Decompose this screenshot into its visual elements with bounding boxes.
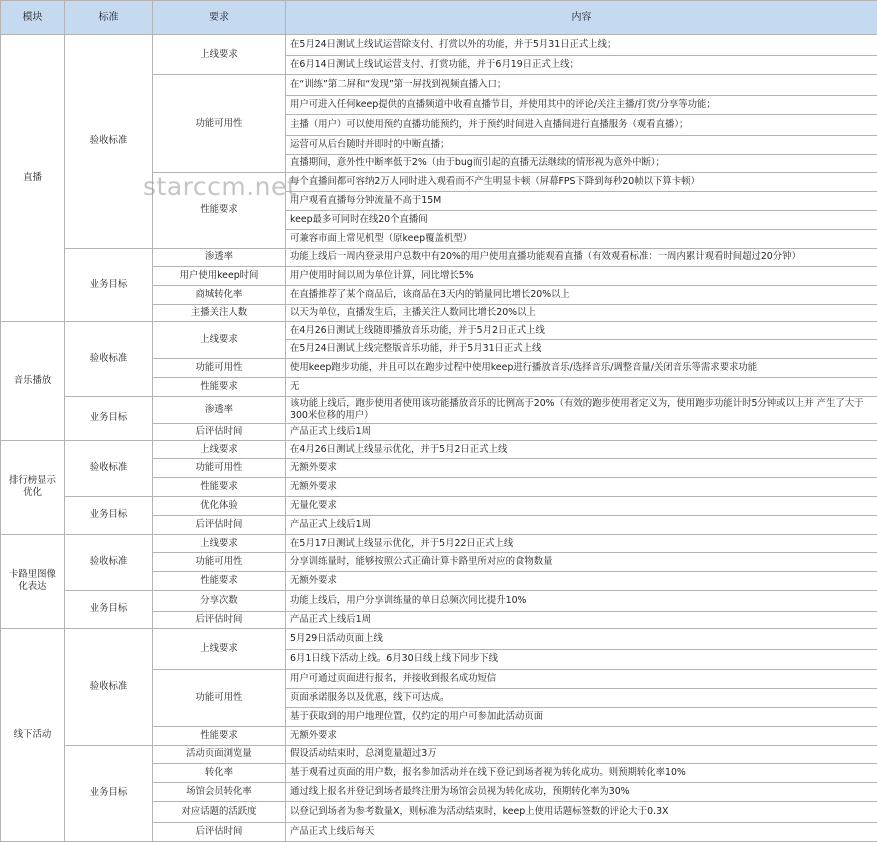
- table-row: [1, 745, 877, 764]
- requirement-cell: 功能可用性: [153, 359, 286, 378]
- requirement-cell: 上线要求: [153, 628, 286, 670]
- table-row: [1, 248, 877, 267]
- content-cell: 在5月17日测试上线显示优化，并于5月22日正式上线: [286, 534, 877, 553]
- requirement-cell: 后评估时间: [153, 515, 286, 534]
- content-cell: 产品正式上线后1周: [286, 423, 877, 440]
- content-cell: 用户可进入任何keep提供的直播频道中收看直播节目，并使用其中的评论/关注主播/打赏/分享等功能；: [286, 96, 877, 115]
- content-cell: 以天为单位，直播发生后，主播关注人数同比增长20%以上: [286, 304, 877, 321]
- requirement-cell: 用户使用keep时间: [153, 267, 286, 286]
- watermark-text: starccm.net: [143, 172, 298, 201]
- requirement-cell: 上线要求: [153, 440, 286, 459]
- standard-cell: 验收标准: [65, 628, 153, 745]
- content-cell: 功能上线后一周内登录用户总数中有20%的用户使用直播功能观看直播（有效观看标准：一周内累计观看时间超过20分钟）: [286, 248, 877, 267]
- standard-cell: 业务目标: [65, 591, 153, 629]
- content-cell: 以登记到场者为参考数量X，则标准为活动结束时，keep上使用话题标签数的评论大于0.3X: [286, 801, 877, 822]
- content-cell: 基于获取到的用户地理位置，仅约定的用户可参加此活动页面: [286, 708, 877, 727]
- content-cell: 每个直播间都可容纳2万人同时进入观看而不产生明显卡顿（屏幕FPS下降到每秒20帧以下算卡顿）: [286, 173, 877, 192]
- content-cell: 在5月24日测试上线完整版音乐功能，并于5月31日正式上线: [286, 340, 877, 359]
- requirement-cell: 后评估时间: [153, 822, 286, 841]
- standard-cell: 验收标准: [65, 321, 153, 396]
- content-cell: 在“训练”第二屏和“发现”第一屏找到视频直播入口；: [286, 75, 877, 96]
- content-cell: 功能上线后，用户分享训练量的单日总频次同比提升10%: [286, 591, 877, 612]
- requirement-cell: 性能要求: [153, 478, 286, 497]
- content-cell: 在4月26日测试上线显示优化，并于5月2日正式上线: [286, 440, 877, 459]
- content-cell: 产品正式上线后1周: [286, 611, 877, 628]
- requirement-cell: 上线要求: [153, 35, 286, 75]
- requirement-cell: 后评估时间: [153, 423, 286, 440]
- requirement-cell: 后评估时间: [153, 611, 286, 628]
- module-cell: 卡路里图像化表达: [1, 534, 65, 628]
- content-cell: 该功能上线后，跑步使用者使用该功能播放音乐的比例高于20%（有效的跑步使用者定义为，使用跑步功能计时5分钟或以上并 产生了大于300米位移的用户）: [286, 396, 877, 423]
- requirement-cell: 商城转化率: [153, 286, 286, 305]
- requirement-cell: 功能可用性: [153, 459, 286, 478]
- content-cell: 用户观看直播每分钟流量不高于15M: [286, 192, 877, 211]
- standard-cell: 业务目标: [65, 248, 153, 321]
- content-cell: 分享训练量时，能够按照公式正确计算卡路里所对应的食物数量: [286, 553, 877, 572]
- content-cell: 用户可通过页面进行报名，并接收到报名成功短信: [286, 670, 877, 689]
- content-cell: 6月1日线下活动上线。6月30日线上线下同步下线: [286, 649, 877, 670]
- content-cell: 基于观看过页面的用户数，报名参加活动并在线下登记到场者视为转化成功。则预期转化率10%: [286, 764, 877, 783]
- standard-cell: 业务目标: [65, 497, 153, 535]
- header-module: 模块: [1, 1, 65, 35]
- requirement-cell: 性能要求: [153, 572, 286, 591]
- table-row: [1, 534, 877, 553]
- header-standard: 标准: [65, 1, 153, 35]
- requirement-cell: 性能要求: [153, 173, 286, 248]
- header-row: [1, 1, 877, 35]
- standard-cell: 业务目标: [65, 745, 153, 841]
- content-cell: 在4月26日测试上线随即播放音乐功能，并于5月2日正式上线: [286, 321, 877, 340]
- content-cell: 无额外要求: [286, 459, 877, 478]
- content-cell: 可兼容市面上常见机型（原keep覆盖机型）: [286, 229, 877, 248]
- content-cell: 在直播推荐了某个商品后，该商品在3天内的销量同比增长20%以上: [286, 286, 877, 305]
- content-cell: 无: [286, 378, 877, 397]
- content-cell: keep最多可同时在线20个直播间: [286, 210, 877, 229]
- content-cell: 无额外要求: [286, 478, 877, 497]
- content-cell: 无额外要求: [286, 726, 877, 745]
- requirement-cell: 分享次数: [153, 591, 286, 612]
- requirement-cell: 对应话题的活跃度: [153, 801, 286, 822]
- table-row: [1, 321, 877, 340]
- content-cell: 产品正式上线后每天: [286, 822, 877, 841]
- standard-cell: 业务目标: [65, 396, 153, 440]
- table-row: [1, 497, 877, 516]
- content-cell: 使用keep跑步功能，并且可以在跑步过程中使用keep进行播放音乐/选择音乐/调整音量/关闭音乐等需求要求功能: [286, 359, 877, 378]
- requirement-cell: 活动页面浏览量: [153, 745, 286, 764]
- content-cell: 假设活动结束时，总浏览量超过3万: [286, 745, 877, 764]
- requirement-cell: 上线要求: [153, 321, 286, 359]
- standard-cell: 验收标准: [65, 440, 153, 496]
- table-row: [1, 396, 877, 423]
- content-cell: 无量化要求: [286, 497, 877, 516]
- requirement-cell: 性能要求: [153, 378, 286, 397]
- requirement-cell: 场馆会员转化率: [153, 783, 286, 802]
- content-cell: 页面承诺服务以及优惠，线下可达成。: [286, 689, 877, 708]
- requirement-cell: 转化率: [153, 764, 286, 783]
- requirement-cell: 功能可用性: [153, 670, 286, 726]
- header-content: 内容: [286, 1, 877, 35]
- standard-cell: 验收标准: [65, 534, 153, 590]
- requirement-cell: 渗透率: [153, 248, 286, 267]
- table-row: [1, 591, 877, 612]
- content-cell: 运营可从后台随时并即时的中断直播；: [286, 135, 877, 154]
- header-requirement: 要求: [153, 1, 286, 35]
- standard-cell: 验收标准: [65, 35, 153, 248]
- content-cell: 在5月24日测试上线试运营除支付、打赏以外的功能，并于5月31日正式上线；: [286, 35, 877, 56]
- content-cell: 通过线上报名并登记到场者最终注册为场馆会员视为转化成功，预期转化率为30%: [286, 783, 877, 802]
- requirement-cell: 功能可用性: [153, 75, 286, 173]
- module-cell: 音乐播放: [1, 321, 65, 440]
- requirement-cell: 性能要求: [153, 726, 286, 745]
- module-cell: 排行榜显示优化: [1, 440, 65, 534]
- content-cell: 在6月14日测试上线试运营支付、打赏功能，并于6月19日正式上线；: [286, 56, 877, 75]
- content-cell: 主播（用户）可以使用预约直播功能预约，并于预约时间进入直播间进行直播服务（观看直播）；: [286, 114, 877, 135]
- module-cell: 直播: [1, 35, 65, 321]
- table-row: [1, 628, 877, 649]
- content-cell: 用户使用时间以周为单位计算，同比增长5%: [286, 267, 877, 286]
- content-cell: 5月29日活动页面上线: [286, 628, 877, 649]
- module-cell: 线下活动: [1, 628, 65, 841]
- content-cell: 直播期间，意外性中断率低于2%（由于bug而引起的直播无法继续的情形视为意外中断）；: [286, 154, 877, 173]
- table-row: [1, 440, 877, 459]
- requirement-cell: 优化体验: [153, 497, 286, 516]
- requirement-cell: 主播关注人数: [153, 304, 286, 321]
- requirement-cell: 上线要求: [153, 534, 286, 553]
- requirement-cell: 功能可用性: [153, 553, 286, 572]
- content-cell: 产品正式上线后1周: [286, 515, 877, 534]
- requirement-cell: 渗透率: [153, 396, 286, 423]
- table-row: [1, 35, 877, 56]
- content-cell: 无额外要求: [286, 572, 877, 591]
